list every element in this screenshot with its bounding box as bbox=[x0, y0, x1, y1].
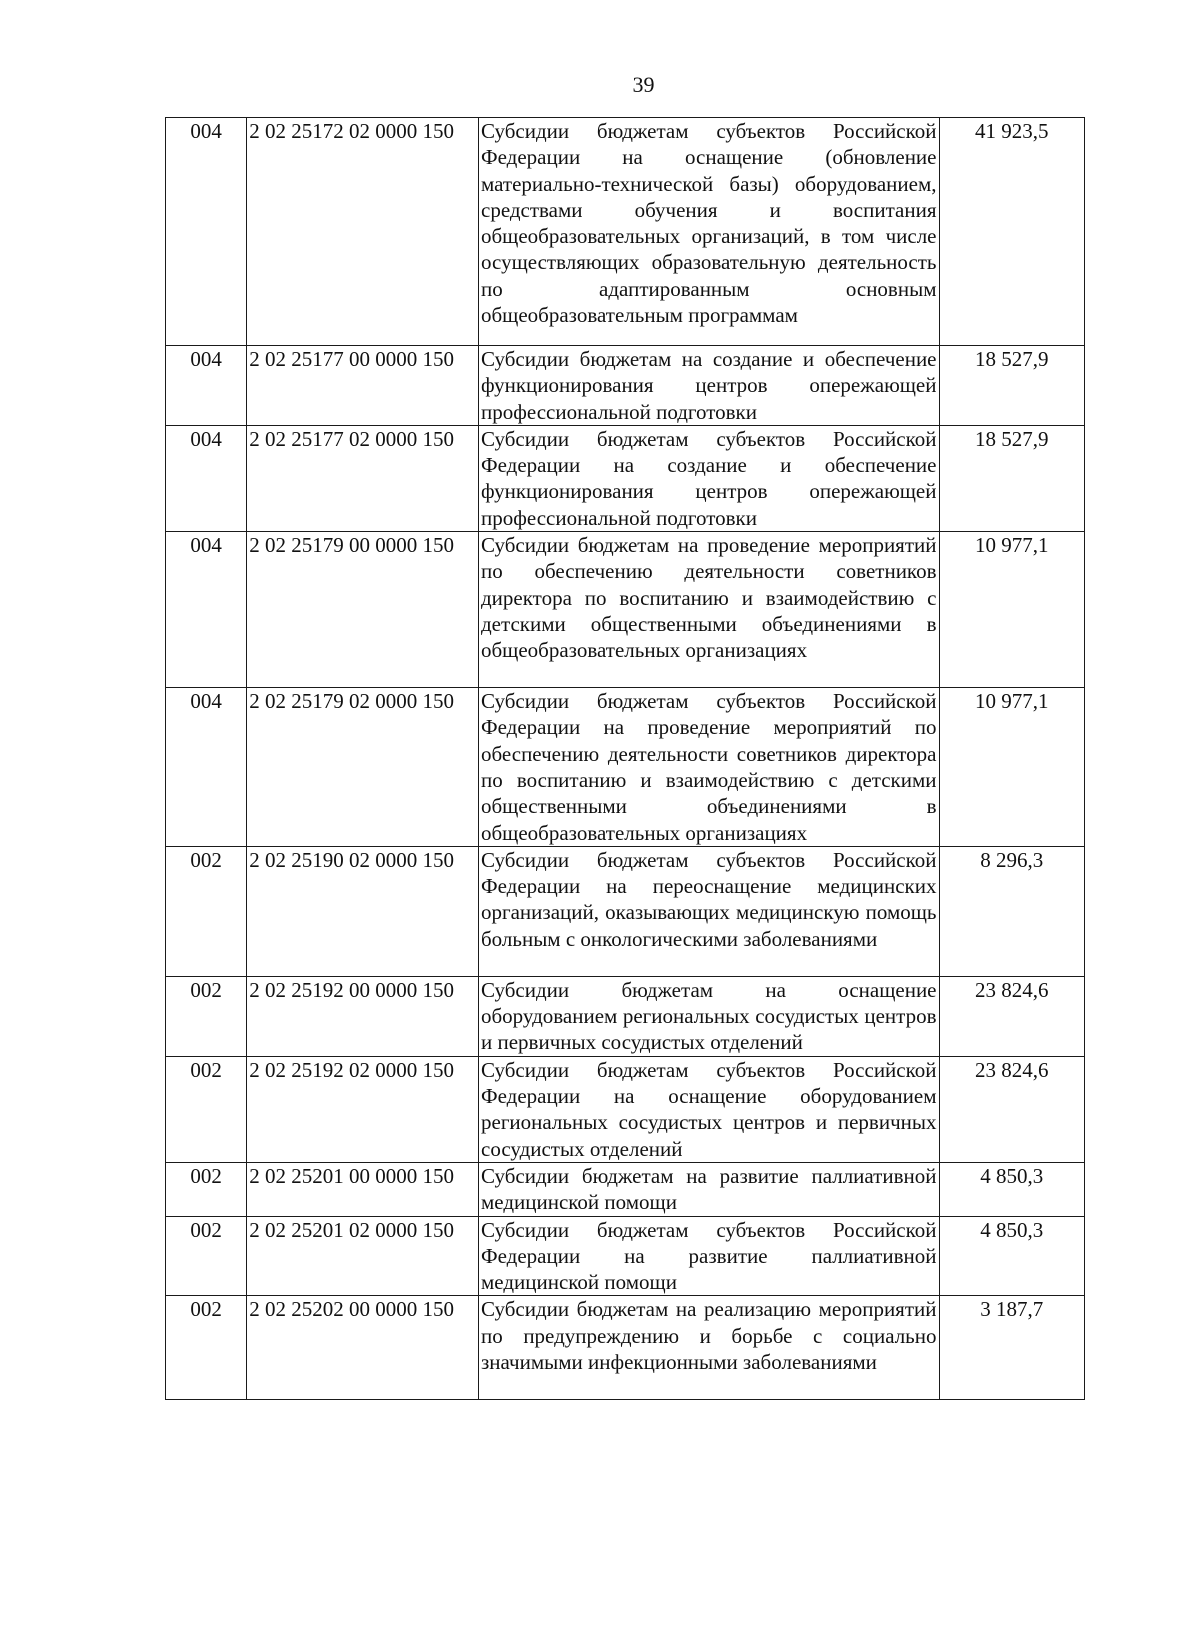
revenue-code-cell: 2 02 25177 00 0000 150 bbox=[247, 346, 479, 426]
amount-cell: 18 527,9 bbox=[939, 425, 1085, 531]
table-row bbox=[166, 118, 1085, 346]
revenue-name-cell: Субсидии бюджетам субъектов Российской Федерации на переоснащение медицинских организаций, оказывающих медицинскую помощь больным с онкологическими заболеваниями bbox=[479, 846, 940, 976]
revenue-name-cell: Субсидии бюджетам на создание и обеспечение функционирования центров опережающей профессиональной подготовки bbox=[479, 346, 940, 426]
amount-cell: 18 527,9 bbox=[939, 346, 1085, 426]
revenue-code-cell: 2 02 25202 00 0000 150 bbox=[247, 1296, 479, 1400]
revenue-name-cell: Субсидии бюджетам субъектов Российской Федерации на создание и обеспечение функционирования центров опережающей профессиональной подготовки bbox=[479, 425, 940, 531]
revenue-name-cell: Субсидии бюджетам субъектов Российской Федерации на развитие паллиативной медицинской помощи bbox=[479, 1216, 940, 1296]
table-row bbox=[166, 1162, 1085, 1216]
table-row bbox=[166, 425, 1085, 531]
amount-cell: 8 296,3 bbox=[939, 846, 1085, 976]
table-row bbox=[166, 846, 1085, 976]
admin-code-cell: 002 bbox=[166, 1056, 247, 1162]
table-row bbox=[166, 1056, 1085, 1162]
admin-code-cell: 004 bbox=[166, 346, 247, 426]
revenue-name-cell: Субсидии бюджетам на проведение мероприятий по обеспечению деятельности советников директора по воспитанию и взаимодействию с детскими общественными объединениями в общеобразовательных организациях bbox=[479, 532, 940, 688]
admin-code-cell: 004 bbox=[166, 118, 247, 346]
admin-code-cell: 004 bbox=[166, 425, 247, 531]
revenue-code-cell: 2 02 25192 00 0000 150 bbox=[247, 976, 479, 1056]
amount-cell: 23 824,6 bbox=[939, 976, 1085, 1056]
revenue-name-cell: Субсидии бюджетам субъектов Российской Федерации на проведение мероприятий по обеспечению деятельности советников директора по воспитанию и взаимодействию с детскими общественными объединениями в общеобразовательных организациях bbox=[479, 688, 940, 847]
revenue-name-cell: Субсидии бюджетам субъектов Российской Федерации на оснащение оборудованием региональных сосудистых центров и первичных сосудистых отделений bbox=[479, 1056, 940, 1162]
table-row bbox=[166, 1216, 1085, 1296]
revenue-name-cell: Субсидии бюджетам на оснащение оборудованием региональных сосудистых центров и первичных сосудистых отделений bbox=[479, 976, 940, 1056]
page-number: 39 bbox=[632, 72, 655, 97]
table-row bbox=[166, 688, 1085, 847]
amount-cell: 10 977,1 bbox=[939, 688, 1085, 847]
admin-code-cell: 002 bbox=[166, 1296, 247, 1400]
revenue-code-cell: 2 02 25177 02 0000 150 bbox=[247, 425, 479, 531]
table-row bbox=[166, 1296, 1085, 1400]
admin-code-cell: 004 bbox=[166, 688, 247, 847]
amount-cell: 4 850,3 bbox=[939, 1162, 1085, 1216]
admin-code-cell: 004 bbox=[166, 532, 247, 688]
table-row bbox=[166, 346, 1085, 426]
admin-code-cell: 002 bbox=[166, 1216, 247, 1296]
revenue-code-cell: 2 02 25179 00 0000 150 bbox=[247, 532, 479, 688]
amount-cell: 41 923,5 bbox=[939, 118, 1085, 346]
amount-cell: 10 977,1 bbox=[939, 532, 1085, 688]
admin-code-cell: 002 bbox=[166, 1162, 247, 1216]
revenue-code-cell: 2 02 25172 02 0000 150 bbox=[247, 118, 479, 346]
admin-code-cell: 002 bbox=[166, 846, 247, 976]
revenue-code-cell: 2 02 25179 02 0000 150 bbox=[247, 688, 479, 847]
revenue-code-cell: 2 02 25201 00 0000 150 bbox=[247, 1162, 479, 1216]
revenue-name-cell: Субсидии бюджетам субъектов Российской Федерации на оснащение (обновление материально-технической базы) оборудованием, средствами обучения и воспитания общеобразовательных организаций, в том числе осуществляющих образовательную деятельность по адаптированным основным общеобразовательным программам bbox=[479, 118, 940, 346]
revenue-name-cell: Субсидии бюджетам на реализацию мероприятий по предупреждению и борьбе с социально значимыми инфекционными заболеваниями bbox=[479, 1296, 940, 1400]
revenue-name-cell: Субсидии бюджетам на развитие паллиативной медицинской помощи bbox=[479, 1162, 940, 1216]
revenue-code-cell: 2 02 25190 02 0000 150 bbox=[247, 846, 479, 976]
table-row bbox=[166, 532, 1085, 688]
amount-cell: 4 850,3 bbox=[939, 1216, 1085, 1296]
amount-cell: 3 187,7 bbox=[939, 1296, 1085, 1400]
table-body bbox=[166, 118, 1085, 1400]
budget-table bbox=[165, 117, 1085, 1400]
admin-code-cell: 002 bbox=[166, 976, 247, 1056]
revenue-code-cell: 2 02 25201 02 0000 150 bbox=[247, 1216, 479, 1296]
table-row bbox=[166, 976, 1085, 1056]
revenue-code-cell: 2 02 25192 02 0000 150 bbox=[247, 1056, 479, 1162]
amount-cell: 23 824,6 bbox=[939, 1056, 1085, 1162]
